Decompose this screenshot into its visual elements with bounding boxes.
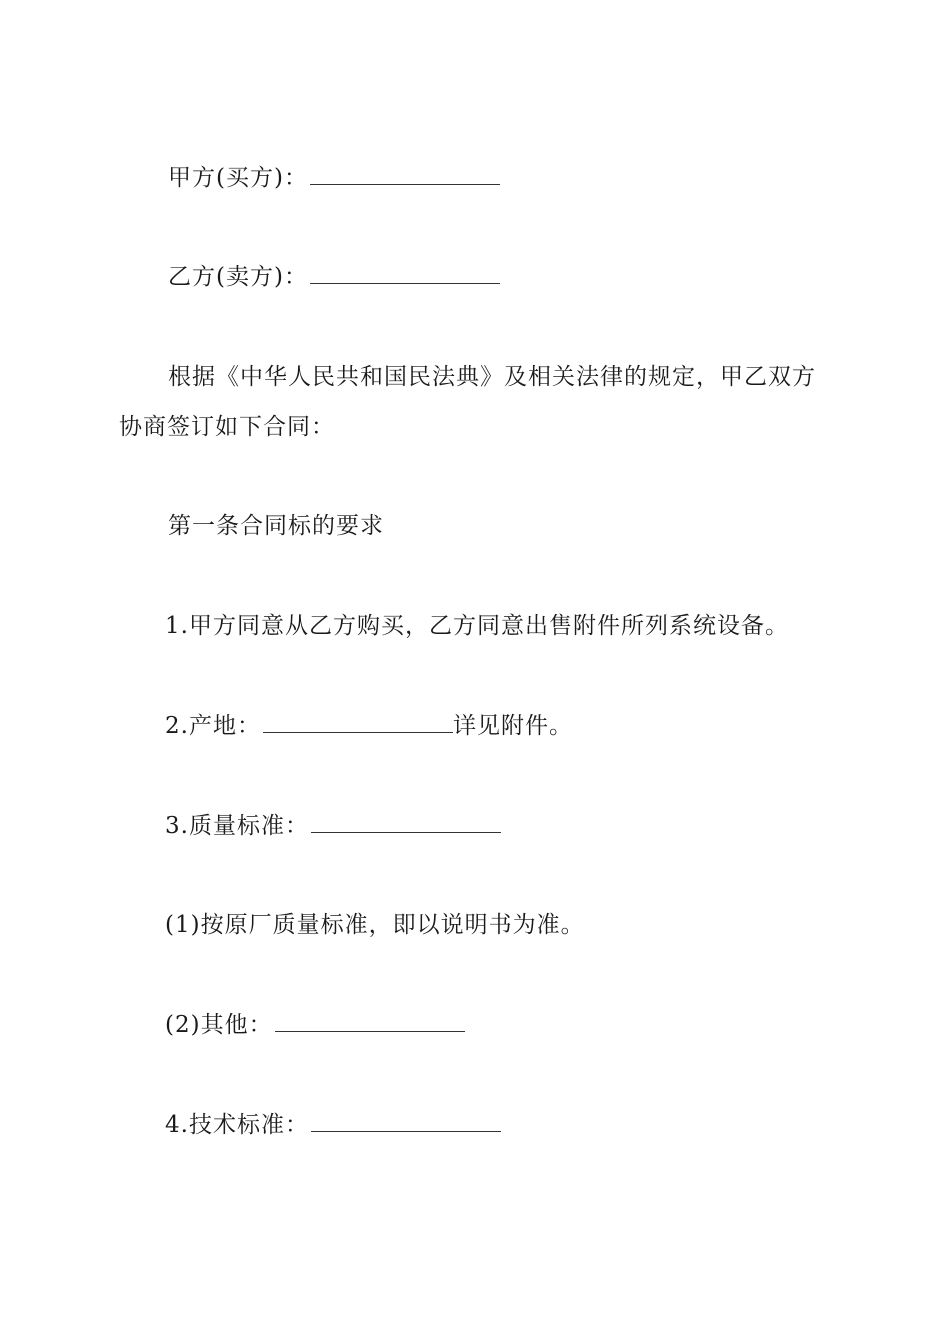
party-a-line — [168, 163, 500, 193]
item-3-blank — [311, 814, 501, 833]
article-1-title: 第一条合同标的要求 — [168, 513, 384, 539]
item-2-line — [165, 711, 573, 741]
item-2-suffix: 详见附件。 — [452, 713, 573, 739]
item-3-label: 3.质量标准： — [165, 813, 309, 839]
preamble-line-1: 根据《中华人民共和国民法典》及相关法律的规定，甲乙双方 — [168, 364, 816, 390]
item-3-sub-2-line — [165, 1010, 465, 1040]
item-4-label: 4.技术标准： — [165, 1112, 309, 1138]
party-b-line — [168, 262, 500, 292]
party-a-label: 甲方(买方)： — [168, 165, 308, 191]
party-b-blank — [310, 265, 500, 284]
preamble-line-2: 协商签订如下合同： — [119, 414, 335, 440]
item-4-blank — [311, 1113, 501, 1132]
item-3-sub-2-label: (2)其他： — [165, 1012, 273, 1038]
item-2-blank — [263, 714, 453, 733]
item-3-sub-1: (1)按原厂质量标准，即以说明书为准。 — [165, 912, 585, 938]
party-a-blank — [310, 166, 500, 185]
item-3-sub-2-blank — [275, 1013, 465, 1032]
item-1: 1.甲方同意从乙方购买，乙方同意出售附件所列系统设备。 — [165, 613, 789, 639]
item-3-line — [165, 811, 501, 841]
party-b-label: 乙方(卖方)： — [168, 264, 308, 290]
item-4-line — [165, 1110, 501, 1140]
item-2-label: 2.产地： — [165, 713, 261, 739]
